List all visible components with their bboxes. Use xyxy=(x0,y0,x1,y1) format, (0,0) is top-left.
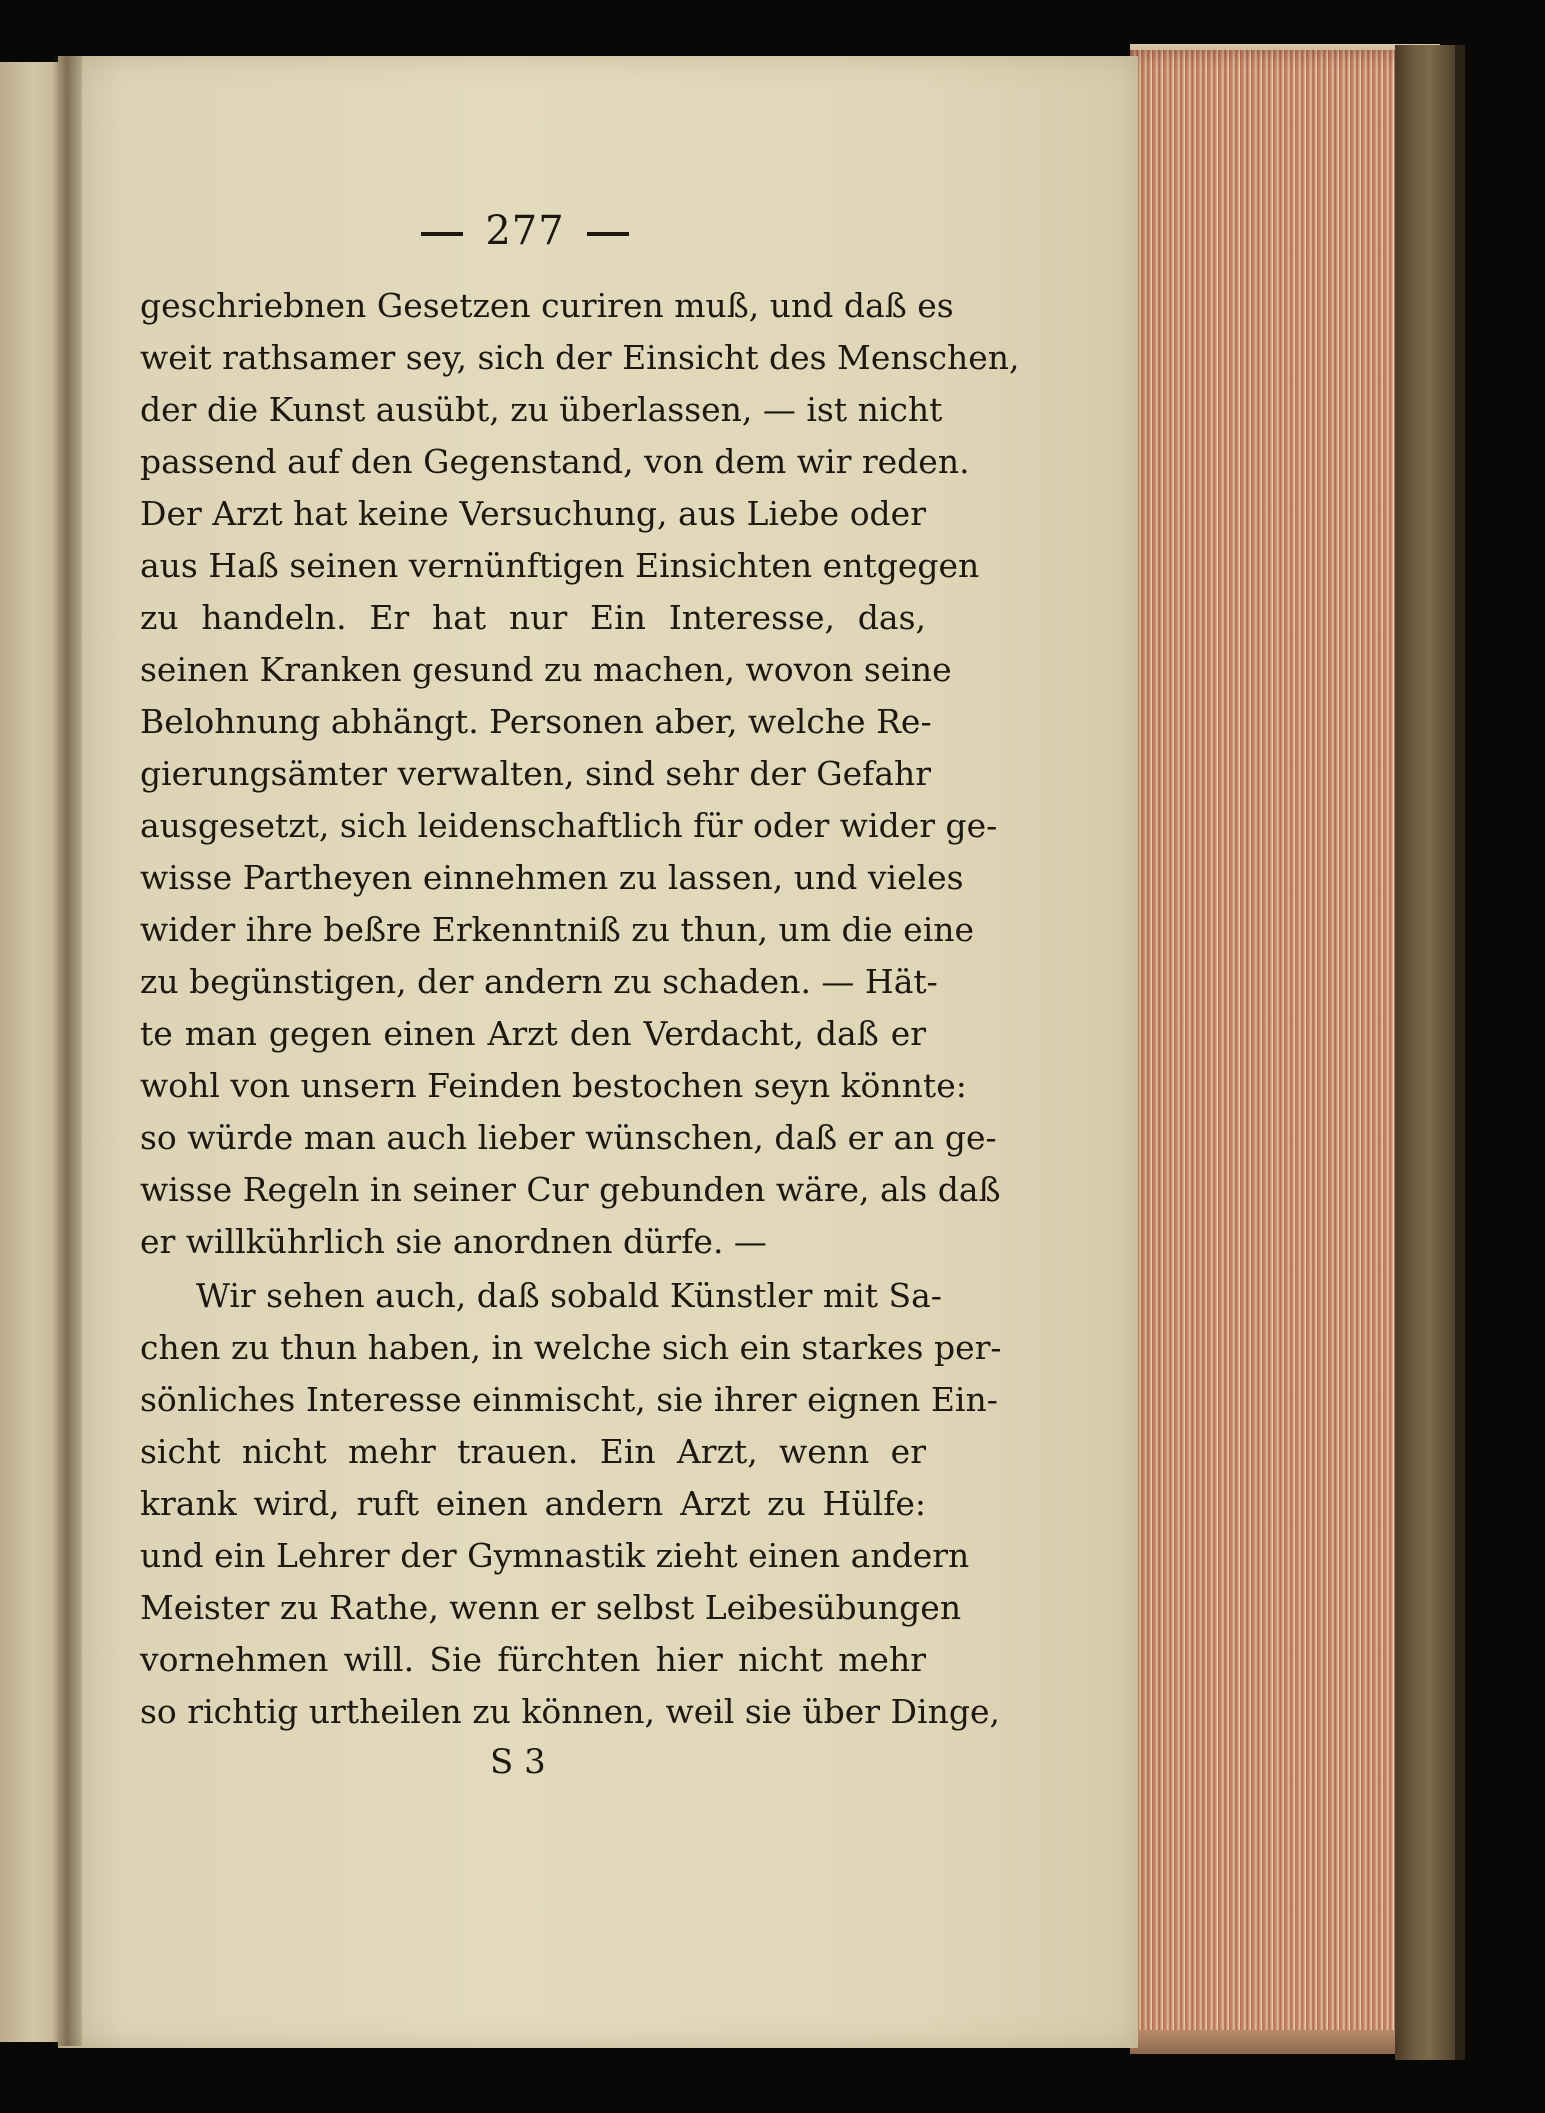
book-cover-edge xyxy=(1455,45,1465,2060)
text-line: wisse Regeln in seiner Cur gebunden wäre, als daß xyxy=(140,1170,1001,1209)
text-line: zu handeln. Er hat nur Ein Interesse, das, xyxy=(140,598,926,637)
text-line: Meister zu Rathe, wenn er selbst Leibesübungen xyxy=(140,1588,962,1627)
book-gutter xyxy=(52,56,82,2046)
text-line: weit rathsamer sey, sich der Einsicht des Menschen, xyxy=(140,338,1020,377)
text-line: vornehmen will. Sie fürchten hier nicht mehr xyxy=(140,1640,926,1679)
text-line: seinen Kranken gesund zu machen, wovon seine xyxy=(140,650,952,689)
text-line: aus Haß seinen vernünftigen Einsichten entgegen xyxy=(140,546,980,585)
text-line: sicht nicht mehr trauen. Ein Arzt, wenn er xyxy=(140,1432,926,1471)
text-line: der die Kunst ausübt, zu überlassen, — ist nicht xyxy=(140,390,943,429)
text-line: gierungsämter verwalten, sind sehr der Gefahr xyxy=(140,754,932,793)
text-line: wisse Partheyen einnehmen zu lassen, und vieles xyxy=(140,858,964,897)
text-line: chen zu thun haben, in welche sich ein starkes per- xyxy=(140,1328,1002,1367)
page-block-bottom xyxy=(1130,2030,1440,2054)
text-line: passend auf den Gegenstand, von dem wir reden. xyxy=(140,442,970,481)
text-line: krank wird, ruft einen andern Arzt zu Hülfe: xyxy=(140,1484,926,1523)
text-line: Der Arzt hat keine Versuchung, aus Liebe oder xyxy=(140,494,926,533)
text-line: so würde man auch lieber wünschen, daß er an ge- xyxy=(140,1118,997,1157)
header-dash-left xyxy=(421,232,463,236)
text-line: te man gegen einen Arzt den Verdacht, daß er xyxy=(140,1014,926,1053)
text-line: Wir sehen auch, daß sobald Künstler mit Sa- xyxy=(196,1276,942,1315)
text-line: wohl von unsern Feinden bestochen seyn könnte: xyxy=(140,1066,967,1105)
text-line: so richtig urtheilen zu können, weil sie über Dinge, xyxy=(140,1692,1000,1731)
text-line: sönliches Interesse einmischt, sie ihrer eignen Ein- xyxy=(140,1380,998,1419)
text-line: ausgesetzt, sich leidenschaftlich für oder wider ge- xyxy=(140,806,998,845)
signature-mark: S 3 xyxy=(490,1742,546,1782)
header-dash-right xyxy=(587,232,629,236)
text-line: und ein Lehrer der Gymnastik zieht einen andern xyxy=(140,1536,970,1575)
text-line: Belohnung abhängt. Personen aber, welche Re- xyxy=(140,702,932,741)
text-line: er willkührlich sie anordnen dürfe. — xyxy=(140,1222,767,1261)
text-line: wider ihre beßre Erkenntniß zu thun, um die eine xyxy=(140,910,975,949)
page-number-header xyxy=(385,208,665,254)
text-line: zu begünstigen, der andern zu schaden. — Hät- xyxy=(140,962,938,1001)
page-number: 277 xyxy=(485,208,565,254)
page-edges-block xyxy=(1130,50,1440,2050)
text-line: geschriebnen Gesetzen curiren muß, und daß es xyxy=(140,286,954,325)
